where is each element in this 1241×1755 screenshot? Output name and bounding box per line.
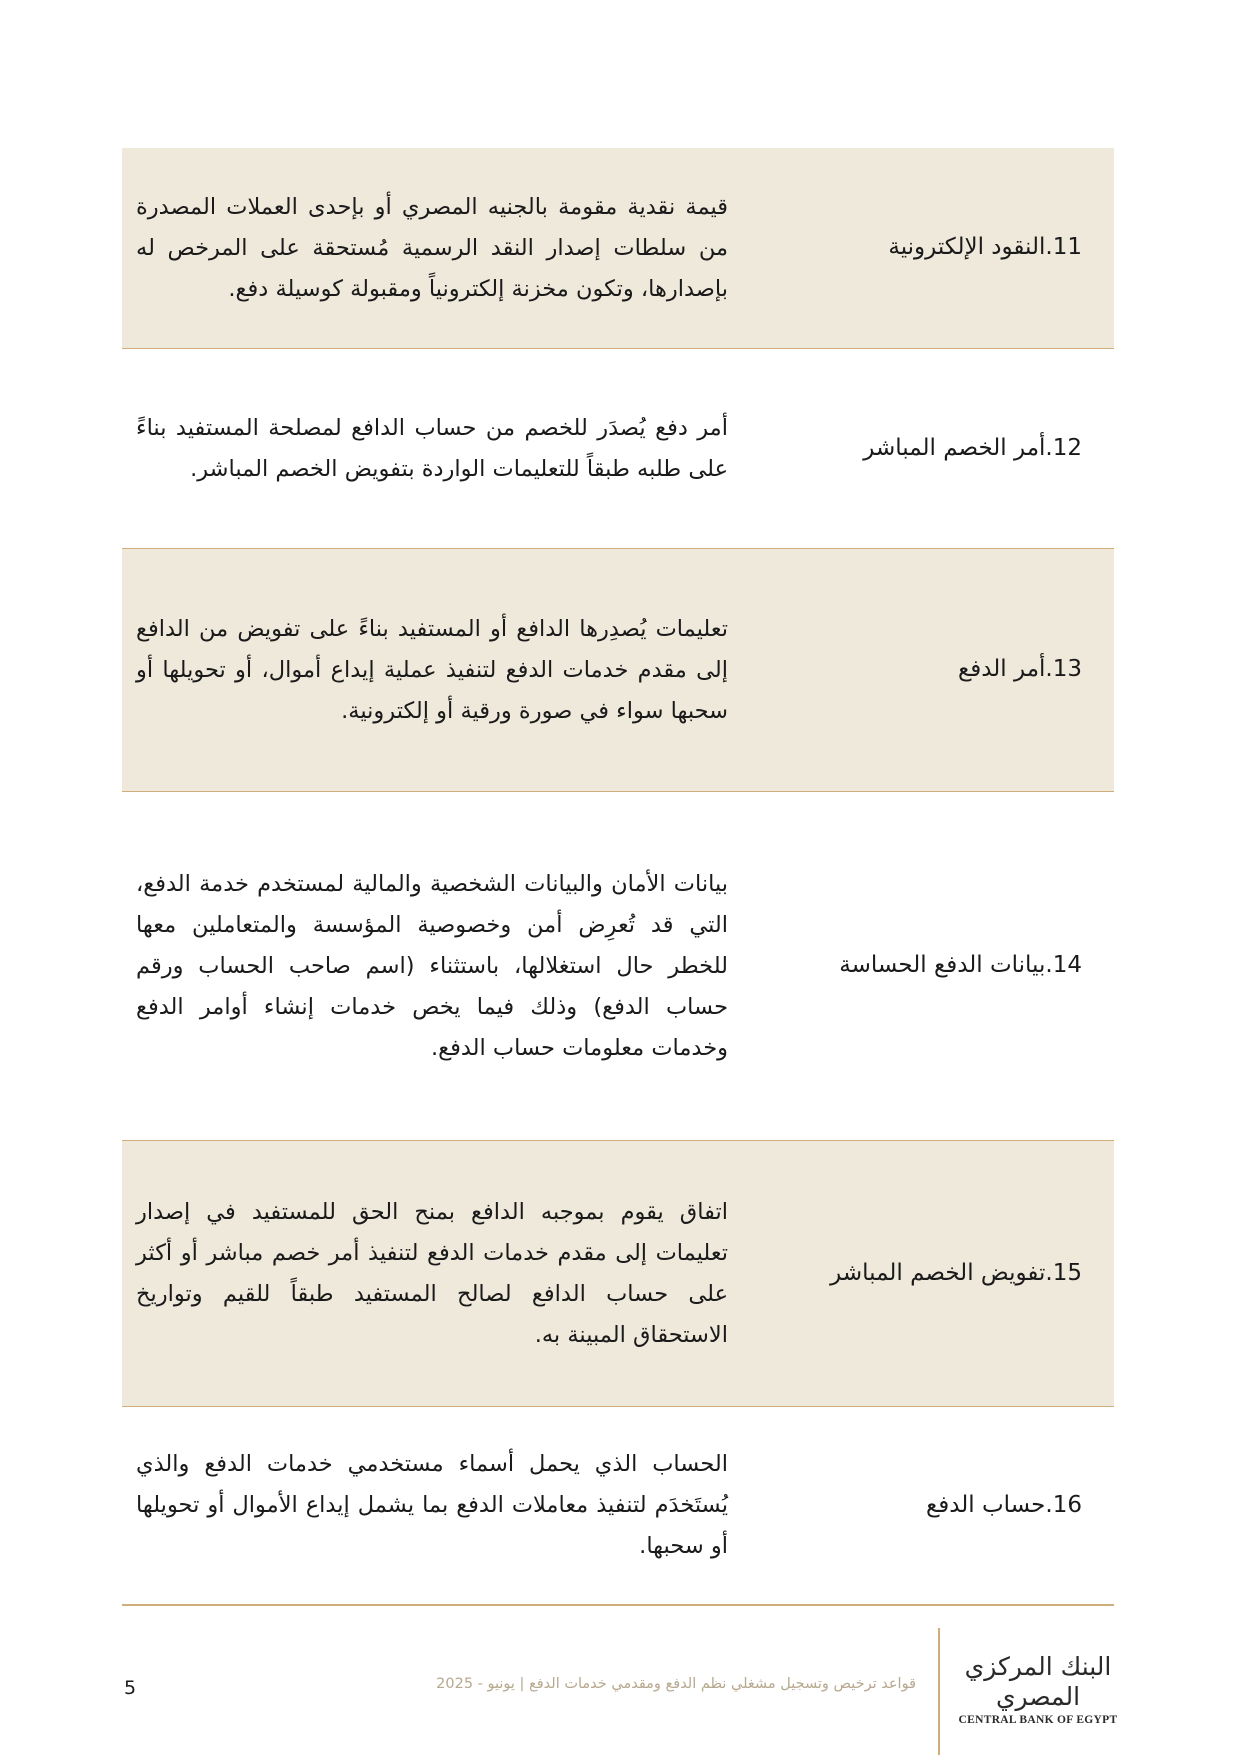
footer-divider [938, 1628, 940, 1755]
term-cell: 14.بيانات الدفع الحساسة [839, 952, 1082, 979]
term-cell: 15.تفويض الخصم المباشر [830, 1259, 1082, 1286]
table-row [122, 548, 1114, 791]
term-cell: 12.أمر الخصم المباشر [863, 434, 1082, 461]
central-bank-logo [958, 1652, 1118, 1726]
table-row [122, 1140, 1114, 1406]
definition-cell: أمر دفع يُصدَر للخصم من حساب الدافع لمصلحة المستفيد بناءً على طلبه طبقاً للتعليمات الواردة بتفويض الخصم المباشر. [136, 414, 728, 482]
definitions-table [122, 148, 1114, 1606]
term-cell: 11.النقود الإلكترونية [888, 234, 1082, 261]
table-row [122, 348, 1114, 548]
term-cell: 13.أمر الدفع [957, 656, 1082, 683]
table-row [122, 791, 1114, 1140]
definition-cell: قيمة نقدية مقومة بالجنيه المصري أو بإحدى العملات المصدرة من سلطات إصدار النقد الرسمية مُستحقة على المرخص له بإصدارها، وتكون مخزنة إلكترونياً ومقبولة كوسيلة دفع. [136, 193, 728, 302]
page-number: 5 [124, 1677, 137, 1699]
definition-cell: تعليمات يُصدِرها الدافع أو المستفيد بناءً على تفويض من الدافع إلى مقدم خدمات الدفع لتنفيذ عملية إيداع أموال، أو تحويلها أو سحبها سواء في صورة ورقية أو إلكترونية. [136, 615, 728, 724]
term-cell: 16.حساب الدفع [925, 1491, 1082, 1518]
table-row [122, 148, 1114, 348]
definition-cell: بيانات الأمان والبيانات الشخصية والمالية لمستخدم خدمة الدفع، التي قد تُعرِض أمن وخصوصية المؤسسة والمتعاملين معها للخطر حال استغلالها، باستثناء (اسم صاحب الحساب ورقم حساب الدفع) وذلك فيما يخص خدمات إنشاء أوامر الدفع وخدمات معلومات حساب الدفع. [136, 870, 728, 1061]
definition-cell: الحساب الذي يحمل أسماء مستخدمي خدمات الدفع والذي يُستَخدَم لتنفيذ معاملات الدفع بما يشمل إيداع الأموال أو تحويلها أو سحبها. [136, 1451, 728, 1559]
footer-document-title: قواعد ترخيص وتسجيل مشغلي نظم الدفع ومقدمي خدمات الدفع | يونيو - 2025 [436, 1676, 916, 1692]
table-row [122, 1406, 1114, 1604]
logo-arabic-text: البنك المركزي المصري [964, 1652, 1112, 1711]
definition-cell: اتفاق يقوم بموجبه الدافع بمنح الحق للمستفيد في إصدار تعليمات إلى مقدم خدمات الدفع لتنفيذ أمر خصم مباشر أو أكثر على حساب الدافع لصالح المستفيد طبقاً للقيم وتواريخ الاستحقاق المبينة به. [136, 1198, 728, 1348]
logo-english-text: CENTRAL BANK OF EGYPT [958, 1714, 1118, 1726]
